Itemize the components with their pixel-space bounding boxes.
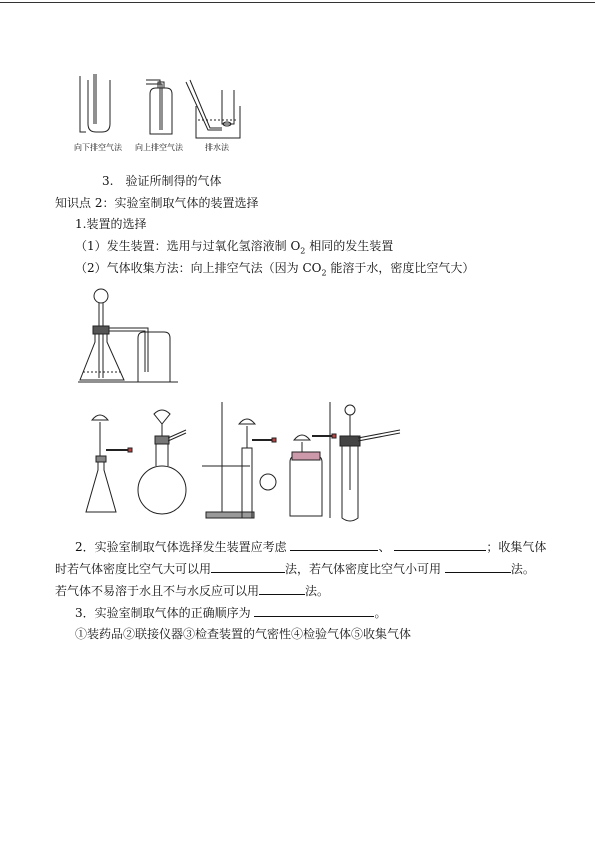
generator-devices-figure [82,400,412,525]
question3-options: ①装药品②联接仪器③检查装置的气密性④检验气体⑤收集气体 [75,627,412,641]
generator-line: （1）发生装置：选用与过氧化氢溶液制 $O_2$ 相同的发生装置 [75,239,394,256]
caption-water: 排水法 [205,143,229,152]
answer-blank-dense-method[interactable] [211,560,285,573]
apparatus-co2-figure [78,286,188,386]
question2-line2: 时若气体密度比空气大可以用 法，若气体密度比空气小可用 法。 [55,562,535,576]
answer-blank-factor1[interactable] [290,538,378,551]
question3-line: 3．实验室制取气体的正确顺序为 。 [75,606,387,620]
collection-methods-figure [72,72,272,152]
answer-blank-light-method[interactable] [445,560,511,573]
knowledge2-item1: 1.装置的选择 [75,217,147,231]
answer-blank-order[interactable] [254,604,374,617]
question2-line3: 若气体不易溶于水且不与水反应可以用 法。 [55,584,330,598]
section3-title: 3. 验证所制得的气体 [102,174,222,188]
question2-line1: 2．实验室制取气体选择发生装置应考虑 、 ；收集气体 [75,540,547,554]
collector-line: （2）气体收集方法：向上排空气法（因为 $CO_2$ 能溶于水，密度比空气大） [75,261,475,278]
caption-down-air: 向下排空气法 [74,143,122,152]
caption-up-air: 向上排空气法 [135,143,183,152]
knowledge2-title: 知识点 2：实验室制取气体的装置选择 [55,196,259,210]
answer-blank-factor2[interactable] [394,538,486,551]
answer-blank-water-method[interactable] [259,582,305,595]
page-top-border [0,2,595,3]
